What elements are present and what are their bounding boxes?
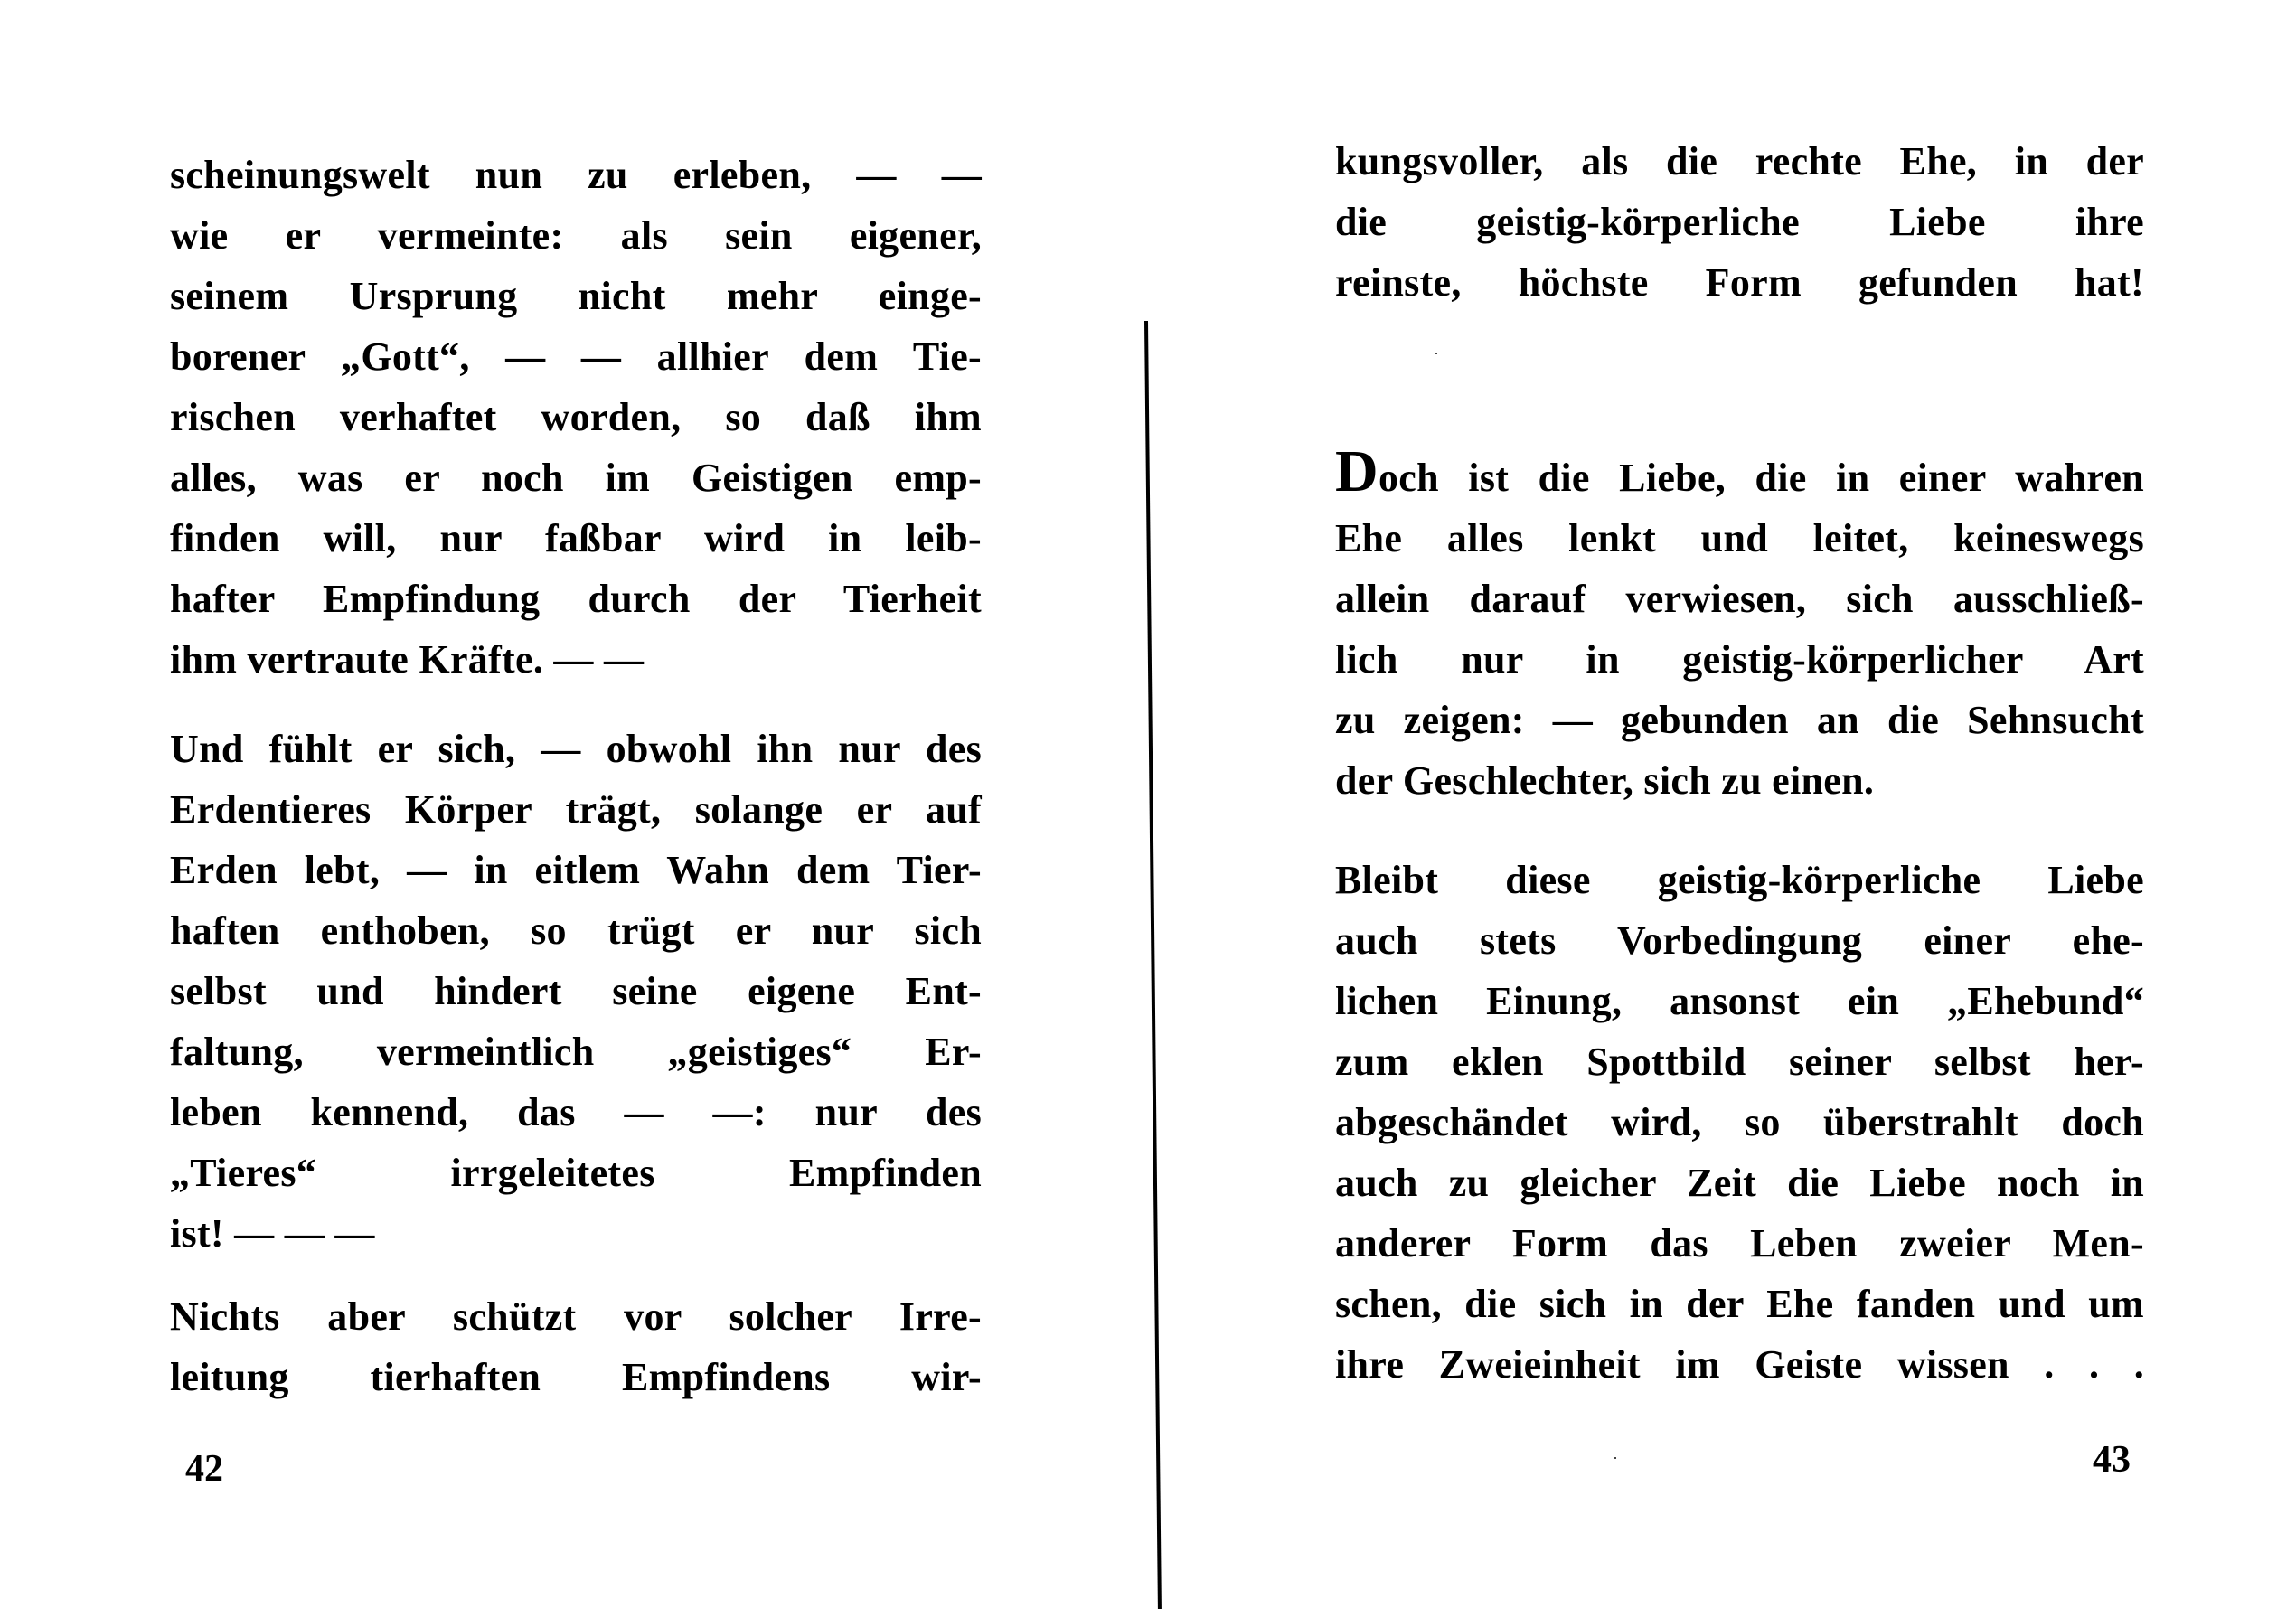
text-line: seinem Ursprung nicht mehr einge- (170, 274, 982, 318)
text-line: lich nur in geistig-körperlicher Art (1335, 637, 2144, 682)
text-line: Und fühlt er sich, — obwohl ihn nur des (170, 727, 982, 771)
text-line: haften enthoben, so trügt er nur sich (170, 908, 982, 953)
drop-cap: D (1335, 438, 1379, 504)
text-line: ihre Zweieinheit im Geiste wissen . . . (1335, 1342, 2144, 1387)
text-line: abgeschändet wird, so überstrahlt doch (1335, 1100, 2144, 1144)
text-line: wie er vermeinte: als sein eigener, (170, 213, 982, 258)
text-line: schen, die sich in der Ehe fanden und um (1335, 1282, 2144, 1326)
text-line: „Tieres“ irrgeleitetes Empfinden (170, 1151, 982, 1195)
first-line-text: och ist die Liebe, die in einer wahren (1378, 456, 2144, 500)
text-line: rischen verhaftet worden, so daß ihm (170, 395, 982, 439)
text-line: Bleibt diese geistig-körperliche Liebe (1335, 858, 2144, 902)
text-line: leitung tierhaften Empfindens wir- (170, 1355, 982, 1399)
text-line: borener „Gott“, — — allhier dem Tie- (170, 334, 982, 379)
text-line: hafter Empfindung durch der Tierheit (170, 577, 982, 621)
text-line: zum eklen Spottbild seiner selbst her- (1335, 1040, 2144, 1084)
text-line: Ehe alles lenkt und leitet, keineswegs (1335, 516, 2144, 560)
text-line: Erden lebt, — in eitlem Wahn dem Tier- (170, 848, 982, 892)
scan-speck (1614, 1457, 1616, 1459)
text-line: anderer Form das Leben zweier Men- (1335, 1221, 2144, 1266)
text-line: Nichts aber schützt vor solcher Irre- (170, 1294, 982, 1339)
text-line: allein darauf verwiesen, sich ausschließ- (1335, 577, 2144, 621)
text-line: ist! — — — (170, 1211, 375, 1256)
text-line: lichen Einung, ansonst ein „Ehebund“ (1335, 979, 2144, 1023)
text-line: auch stets Vorbedingung einer ehe- (1335, 918, 2144, 963)
text-line: reinste, höchste Form gefunden hat! (1335, 260, 2144, 305)
text-line: faltung, vermeintlich „geistiges“ Er- (170, 1030, 982, 1074)
text-line: scheinungswelt nun zu erleben, — — (170, 153, 982, 197)
text-line (1335, 438, 2144, 508)
right-page (1162, 0, 2296, 1609)
scan-speck (1435, 353, 1437, 354)
text-line: ihm vertraute Kräfte. — — (170, 637, 645, 682)
text-line: selbst und hindert seine eigene Ent- (170, 969, 982, 1013)
page-number: 43 (2093, 1439, 2131, 1481)
page-number: 42 (185, 1448, 223, 1490)
text-line: finden will, nur faßbar wird in leib- (170, 516, 982, 560)
text-line: leben kennend, das — —: nur des (170, 1090, 982, 1134)
text-line: der Geschlechter, sich zu einen. (1335, 758, 1875, 803)
text-line: auch zu gleicher Zeit die Liebe noch in (1335, 1161, 2144, 1205)
text-line: zu zeigen: — gebunden an die Sehnsucht (1335, 698, 2144, 742)
text-line: Erdentieres Körper trägt, solange er auf (170, 787, 982, 832)
text-line: kungsvoller, als die rechte Ehe, in der (1335, 139, 2144, 183)
text-line: alles, was er noch im Geistigen emp- (170, 456, 982, 500)
text-line: die geistig-körperliche Liebe ihre (1335, 200, 2144, 244)
